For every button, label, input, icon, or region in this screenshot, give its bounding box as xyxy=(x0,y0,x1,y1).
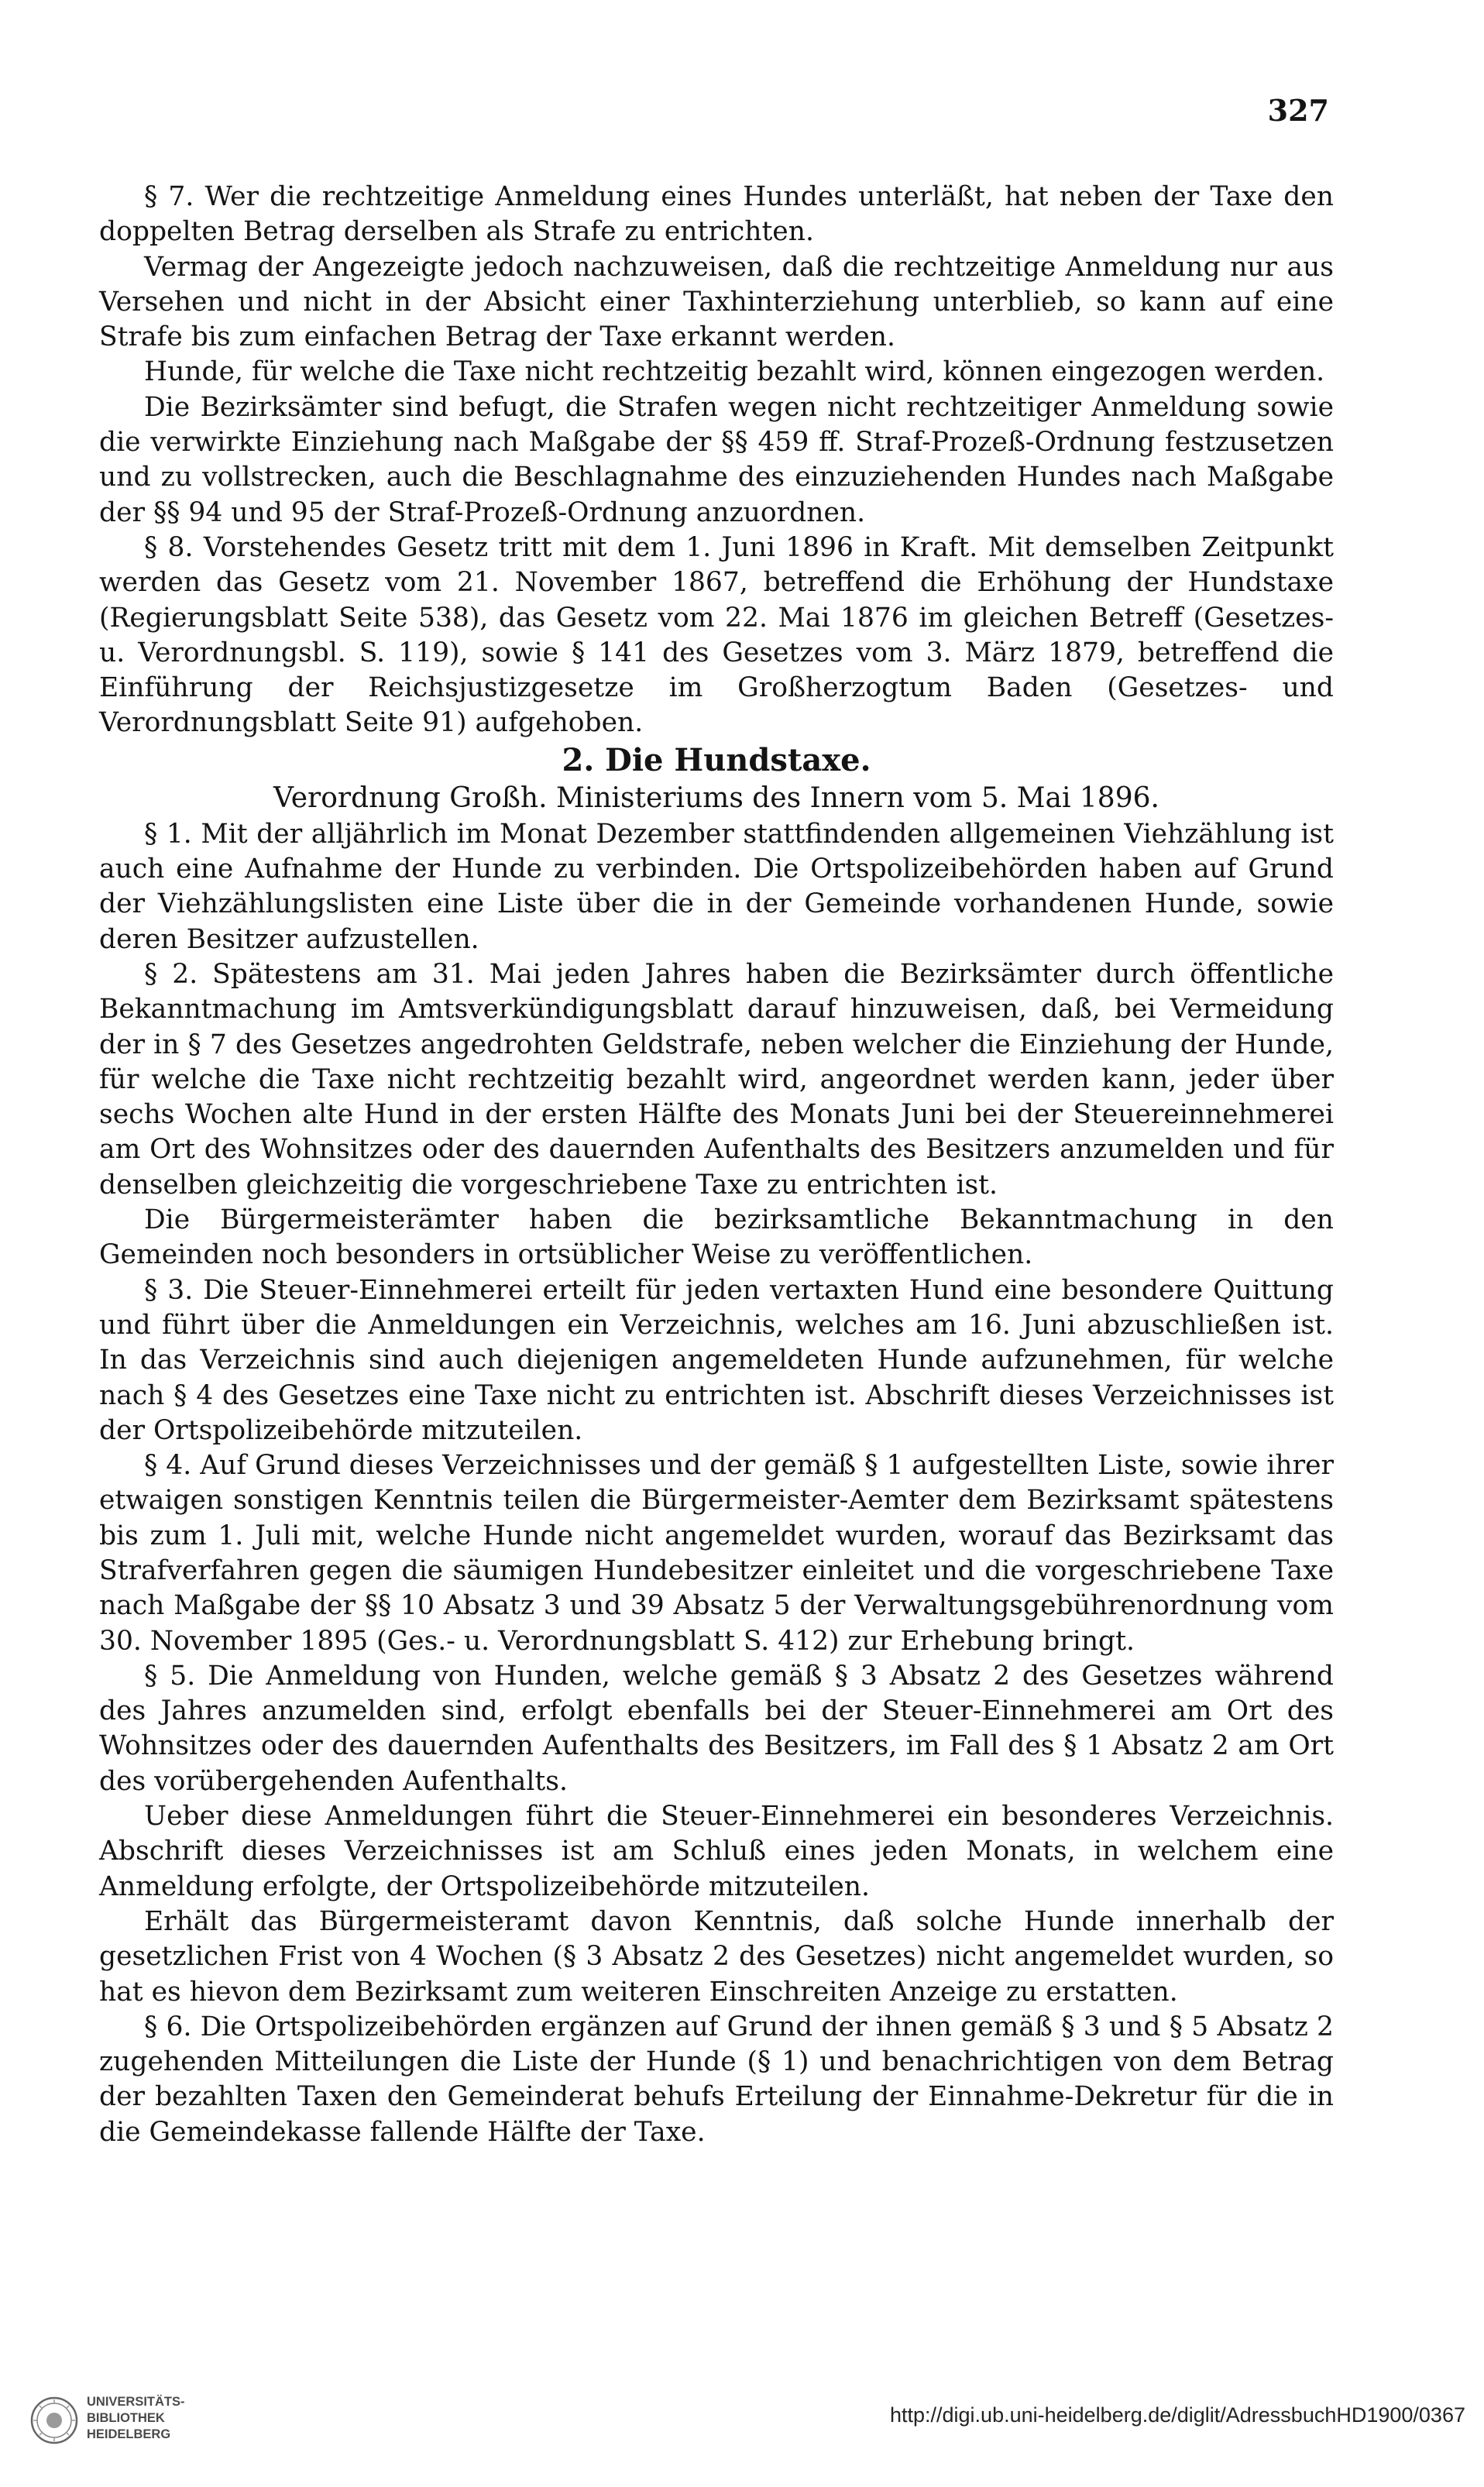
paragraph: § 3. Die Steuer-Einnehmerei erteilt für jeden vertaxten Hund eine besondere Quittung und führt über die Anmeldungen ein Verzeichnis, welches am 16. Juni abzuschließen ist. In das Verzeichnis sind auch diejenigen angemeldeten Hunde aufzunehmen, für welche nach § 4 des Gesetzes eine Taxe nicht zu entrichten ist. Abschrift dieses Verzeichnisses ist der Ortspolizeibehörde mitzuteilen. xyxy=(99,1274,1334,1446)
section-heading: 2. Die Hundstaxe. xyxy=(562,741,871,778)
section-subheading: Verordnung Großh. Ministeriums des Innern vom 5. Mai 1896. xyxy=(273,781,1159,814)
library-line: HEIDELBERG xyxy=(87,2427,171,2441)
paragraph: § 8. Vorstehendes Gesetz tritt mit dem 1. Juni 1896 in Kraft. Mit demselben Zeitpunkt werden das Gesetz vom 21. November 1867, betreffend die Erhöhung der Hundstaxe (Regierungsblatt Seite 538), das Gesetz vom 22. Mai 1876 im gleichen Betreff (Gesetzes- u. Verordnungsbl. S. 119), sowie § 141 des Gesetzes vom 3. März 1879, betreffend die Einführung der Reichsjustizgesetze im Großherzogtum Baden (Gesetzes- und Verordnungsblatt Seite 91) aufgehoben. xyxy=(99,531,1334,739)
paragraph: § 6. Die Ortspolizeibehörden ergänzen auf Grund der ihnen gemäß § 3 und § 5 Absatz 2 zugehenden Mitteilungen die Liste der Hunde (§ 1) und benachrichtigen von dem Betrag der bezahlten Taxen den Gemeinderat behufs Erteilung der Einnahme-Dekretur für die in die Gemeindekasse fallende Hälfte der Taxe. xyxy=(99,2011,1334,2148)
paragraph: Hunde, für welche die Taxe nicht rechtzeitig bezahlt wird, können eingezogen werden. xyxy=(144,356,1325,388)
paragraph: Die Bürgermeisterämter haben die bezirksamtliche Bekanntmachung in den Gemeinden noch besonders in ortsüblicher Weise zu veröffentlichen. xyxy=(99,1204,1334,1271)
source-url-link[interactable]: http://digi.ub.uni-heidelberg.de/diglit/AdressbuchHD1900/0367 xyxy=(889,2403,1465,2427)
page-number: 327 xyxy=(1267,93,1329,128)
paragraph: § 1. Mit der alljährlich im Monat Dezember stattfindenden allgemeinen Viehzählung ist auch eine Aufnahme der Hunde zu verbinden. Die Ortspolizeibehörden haben auf Grund der Viehzählungslisten eine Liste über die in der Gemeinde vorhandenen Hunde, sowie deren Besitzer aufzustellen. xyxy=(99,818,1334,955)
library-line: UNIVERSITÄTS- xyxy=(87,2395,185,2409)
paragraph: § 7. Wer die rechtzeitige Anmeldung eines Hundes unterläßt, hat neben der Taxe den doppelten Betrag derselben als Strafe zu entrichten. xyxy=(99,181,1334,248)
document-body xyxy=(99,180,1334,2150)
paragraph: Ueber diese Anmeldungen führt die Steuer-Einnehmerei ein besonderes Verzeichnis. Abschrift dieses Verzeichnisses ist am Schluß eines jeden Monats, in welchem eine Anmeldung erfolgte, der Ortspolizeibehörde mitzuteilen. xyxy=(99,1801,1334,1902)
paragraph: § 2. Spätestens am 31. Mai jeden Jahres haben die Bezirksämter durch öffentliche Bekanntmachung im Amtsverkündigungsblatt darauf hinzuweisen, daß, bei Vermeidung der in § 7 des Gesetzes angedrohten Geldstrafe, neben welcher die Einziehung der Hunde, für welche die Taxe nicht rechtzeitig bezahlt wird, angeordnet werden kann, jeder über sechs Wochen alte Hund in der ersten Hälfte des Monats Juni bei der Steuereinnehmerei am Ort des Wohnsitzes oder des dauernden Aufenthalts des Besitzers anzumelden und für denselben gleichzeitig die vorgeschriebene Taxe zu entrichten ist. xyxy=(99,958,1334,1201)
page-footer xyxy=(0,2374,1484,2487)
library-line: BIBLIOTHEK xyxy=(87,2411,165,2425)
paragraph: Vermag der Angezeigte jedoch nachzuweisen, daß die rechtzeitige Anmeldung nur aus Versehen und nicht in der Absicht einer Taxhinterziehung unterblieb, so kann auf eine Strafe bis zum einfachen Betrag der Taxe erkannt werden. xyxy=(99,251,1334,353)
university-seal-icon xyxy=(29,2396,79,2445)
paragraph: § 4. Auf Grund dieses Verzeichnisses und der gemäß § 1 aufgestellten Liste, sowie ihrer etwaigen sonstigen Kenntnis teilen die Bürgermeister-Aemter dem Bezirksamt spätestens bis zum 1. Juli mit, welche Hunde nicht angemeldet wurden, worauf das Bezirksamt das Strafverfahren gegen die säumigen Hundebesitzer einleitet und die vorgeschriebene Taxe nach Maßgabe der §§ 10 Absatz 3 und 39 Absatz 5 der Verwaltungsgebührenordnung vom 30. November 1895 (Ges.- u. Verordnungsblatt S. 412) zur Erhebung bringt. xyxy=(99,1450,1334,1657)
library-name xyxy=(87,2394,185,2443)
paragraph: Erhält das Bürgermeisteramt davon Kenntnis, daß solche Hunde innerhalb der gesetzlichen Frist von 4 Wochen (§ 3 Absatz 2 des Gesetzes) nicht angemeldet wurden, so hat es hievon dem Bezirksamt zum weiteren Einschreiten Anzeige zu erstatten. xyxy=(99,1905,1334,2008)
paragraph: Die Bezirksämter sind befugt, die Strafen wegen nicht rechtzeitiger Anmeldung sowie die verwirkte Einziehung nach Maßgabe der §§ 459 ff. Straf-Prozeß-Ordnung festzusetzen und zu vollstrecken, auch die Beschlagnahme des einzuziehenden Hundes nach Maßgabe der §§ 94 und 95 der Straf-Prozeß-Ordnung anzuordnen. xyxy=(99,391,1334,528)
paragraph: § 5. Die Anmeldung von Hunden, welche gemäß § 3 Absatz 2 des Gesetzes während des Jahres anzumelden sind, erfolgt ebenfalls bei der Steuer-Einnehmerei am Ort des Wohnsitzes oder des dauernden Aufenthalts des Besitzers, im Fall des § 1 Absatz 2 am Ort des vorübergehenden Aufenthalts. xyxy=(99,1660,1334,1797)
